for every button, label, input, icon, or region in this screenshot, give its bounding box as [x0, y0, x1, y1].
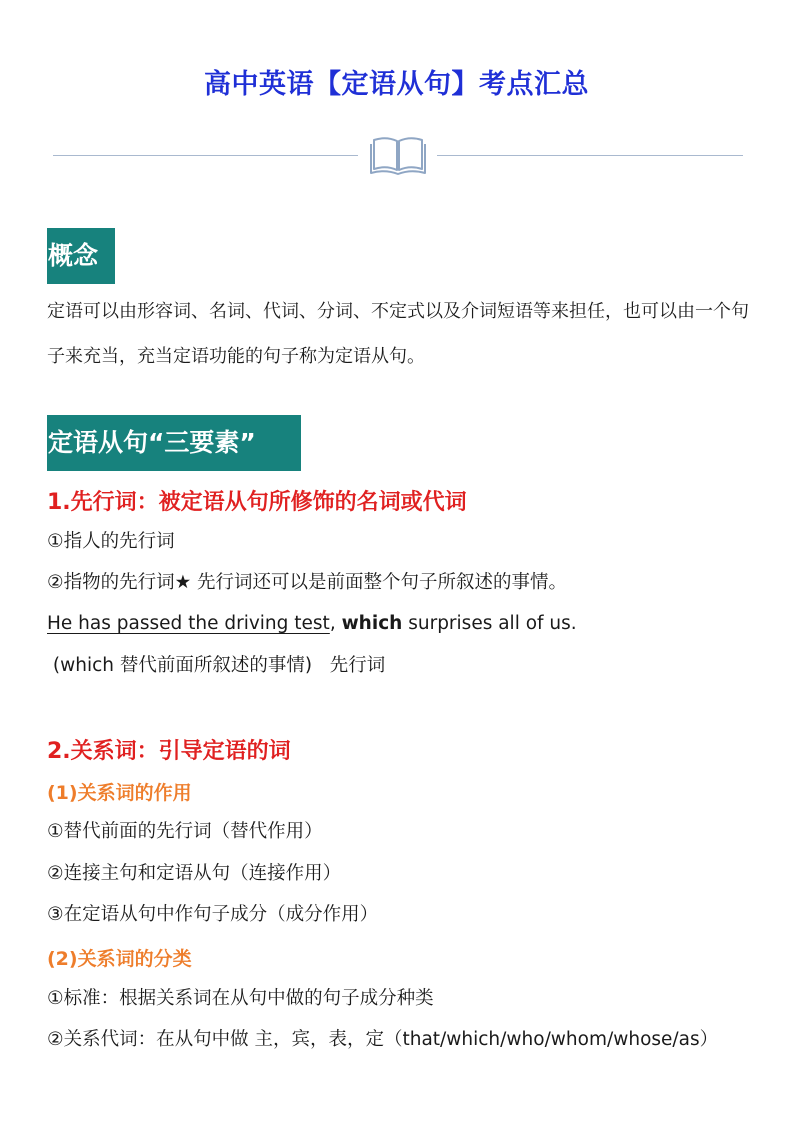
relative-word-function-heading: (1)关系词的作用 [47, 782, 192, 804]
antecedent-item-thing: ②指物的先行词★ 先行词还可以是前面整个句子所叙述的事情。 [47, 572, 568, 593]
title-divider-left [53, 155, 358, 156]
concept-paragraph: 定语可以由形容词、名词、代词、分词、不定式以及介词短语等来担任，也可以由一个句子来充当，充当定语功能的句子称为定语从句。 [47, 301, 749, 367]
example-sentence [47, 610, 577, 638]
function-item-component: ③在定语从句中作句子成分（成分作用） [47, 904, 379, 925]
category-item-standard: ①标准：根据关系词在从句中做的句子成分种类 [47, 988, 434, 1009]
section-heading-concept: 概念 [47, 228, 115, 284]
antecedent-item-person: ①指人的先行词 [47, 531, 175, 552]
example-antecedent-clause: He has passed the driving test [47, 613, 330, 634]
antecedent-subtitle: 1.先行词：被定语从句所修饰的名词或代词 [47, 490, 467, 515]
example-comma: , [329, 613, 336, 634]
category-item-relative-pronoun: ②关系代词：在从句中做 主，宾，表，定（that/which/who/whom/whose/as） [47, 1029, 719, 1050]
page-title: 高中英语【定语从句】考点汇总 [204, 69, 589, 100]
title-divider-right [437, 155, 743, 156]
relative-word-category-heading: (2)关系词的分类 [47, 948, 192, 970]
open-book-icon [368, 134, 428, 176]
example-relative-word: which [341, 613, 403, 634]
example-rest: surprises all of us. [402, 613, 577, 634]
function-item-replace: ①替代前面的先行词（替代作用） [47, 821, 323, 842]
section-heading-three-elements: 定语从句“三要素” [47, 415, 301, 471]
function-item-connect: ②连接主句和定语从句（连接作用） [47, 863, 342, 884]
example-note: (which 替代前面所叙述的事情) 先行词 [47, 655, 386, 676]
relative-word-subtitle: 2.关系词：引导定语的词 [47, 739, 291, 764]
